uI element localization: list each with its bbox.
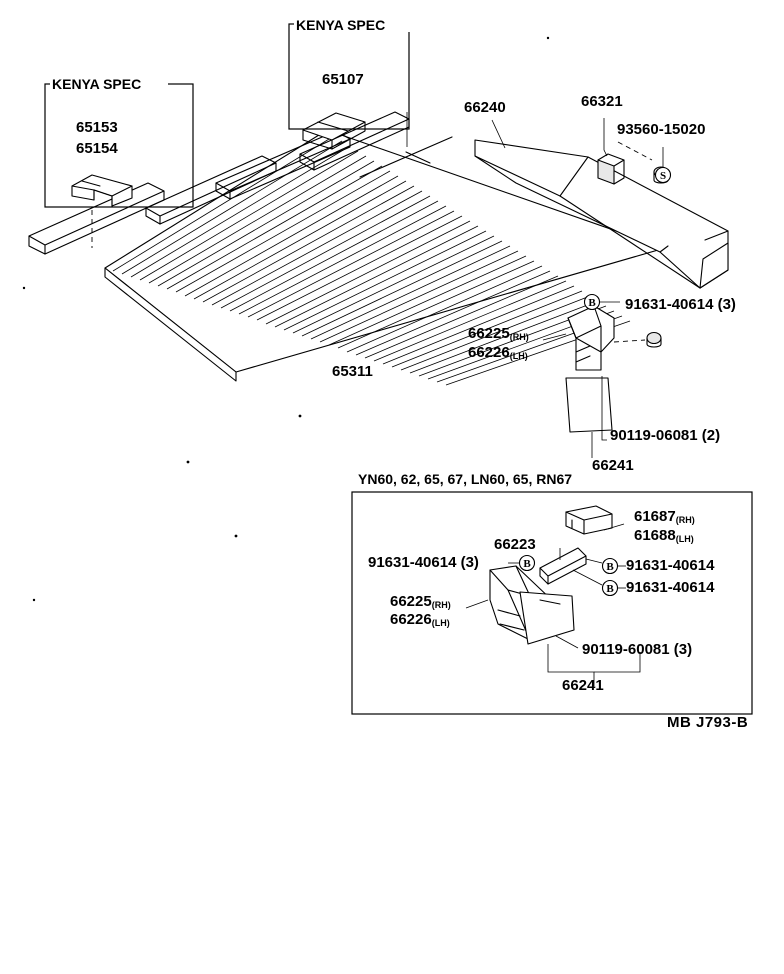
svg-text:B: B: [606, 561, 614, 573]
part-suffix-rh3: (RH): [431, 600, 451, 610]
part-label-66225-rh: [468, 325, 529, 342]
deck-floor-assembly: [29, 112, 665, 385]
bolt-91631-40614-left: [520, 556, 535, 571]
part-number-66225: 66225: [468, 325, 510, 342]
variant-assembly: [490, 506, 612, 644]
part-label-66241-a: 66241: [592, 457, 634, 474]
bolt-91631-40614-upper: [585, 295, 600, 310]
part-label-91631-40614-a: 91631-40614 (3): [625, 296, 736, 313]
part-number-61688: 61688: [634, 527, 676, 544]
part-label-91631-40614-d: 91631-40614: [626, 579, 715, 596]
part-number-66225-2: 66225: [390, 593, 432, 610]
part-label-61688-lh: [634, 527, 694, 544]
part-label-65107: 65107: [322, 71, 364, 88]
part-label-91631-40614-b: 91631-40614 (3): [368, 554, 479, 571]
part-label-90119-06081: 90119-06081 (2): [610, 427, 721, 444]
part-label-66225-rh-2: [390, 593, 451, 610]
nut-90119-06081: [647, 333, 661, 348]
part-label-93560-15020: 93560-15020: [617, 121, 706, 138]
part-label-65153: 65153: [76, 119, 118, 136]
part-label-61687-rh: [634, 508, 695, 525]
diagram-footer-code: MB J793-B: [667, 714, 749, 731]
part-suffix-rh: (RH): [509, 332, 529, 342]
bracket-66225-66226: [568, 306, 614, 370]
box-title-variant: YN60, 62, 65, 67, LN60, 65, RN67: [358, 471, 573, 487]
part-label-66240: 66240: [464, 99, 506, 116]
svg-text:S: S: [659, 170, 667, 182]
bolt-91631-40614-lower: [603, 581, 618, 596]
part-label-66241-b: 66241: [562, 677, 604, 694]
svg-text:B: B: [523, 558, 531, 570]
part-label-66223: 66223: [494, 536, 536, 553]
part-number-66226: 66226: [468, 344, 510, 361]
part-suffix-lh3: (LH): [431, 618, 450, 628]
box-title-kenya-spec-left: KENYA SPEC: [52, 76, 142, 92]
part-number-66226-2: 66226: [390, 611, 432, 628]
part-suffix-lh2: (LH): [675, 534, 694, 544]
bolt-91631-40614-mid: [603, 559, 618, 574]
part-label-66226-lh-2: [390, 611, 450, 628]
part-suffix-rh2: (RH): [675, 515, 695, 525]
svg-text:B: B: [588, 297, 596, 309]
part-label-65311: 65311: [332, 363, 373, 380]
screw-93560-15020: [656, 168, 671, 183]
part-number-61687: 61687: [634, 508, 676, 525]
part-label-66226-lh: [468, 344, 528, 361]
part-label-66321: 66321: [581, 93, 623, 110]
part-label-65154: 65154: [76, 140, 118, 157]
svg-text:B: B: [606, 583, 614, 595]
bracket-65153-65154: [72, 175, 132, 206]
mud-flap-66241: [566, 378, 612, 432]
box-title-kenya-spec-top: KENYA SPEC: [296, 17, 386, 33]
part-label-91631-40614-c: 91631-40614: [626, 557, 715, 574]
part-label-90119-60081: 90119-60081 (3): [582, 641, 693, 658]
part-suffix-lh: (LH): [509, 351, 528, 361]
